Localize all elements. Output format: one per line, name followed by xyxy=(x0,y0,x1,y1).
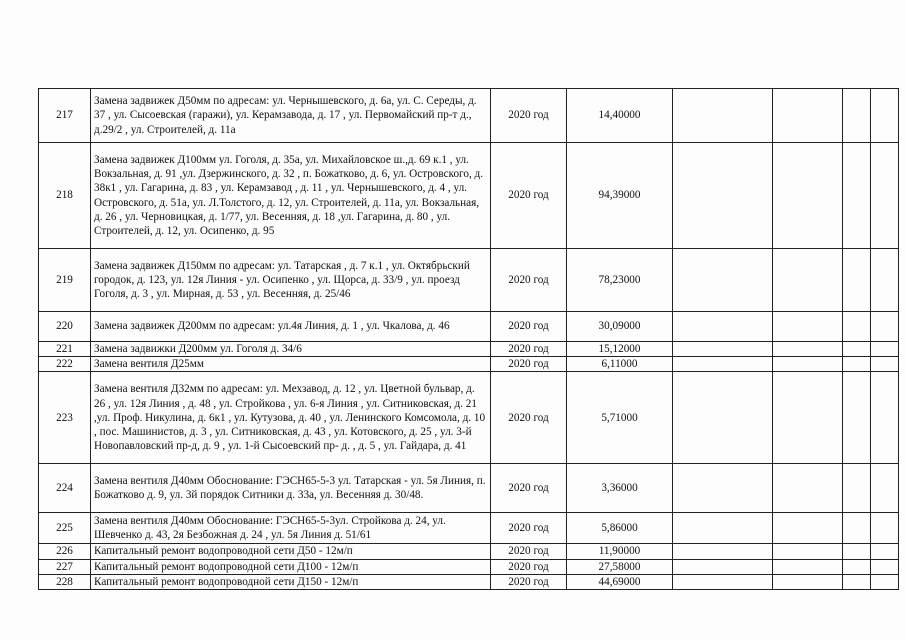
amount-cell: 78,23000 xyxy=(567,249,673,312)
empty-cell xyxy=(773,464,843,513)
empty-cell xyxy=(871,249,899,312)
empty-cell xyxy=(843,544,871,559)
row-number-cell: 219 xyxy=(39,249,91,312)
work-description-cell: Замена задвижек Д100мм ул. Гоголя, д. 35а, ул. Михайловское ш.,д. 69 к.1 , ул. Вокзальная, д. 91 ,ул. Дзержинского, д. 32 , п. Божатково, д. 6, ул. Островского, д. 38к1 , ул. Гагарина, д. 83 , ул. Керамзавод , д. 11 , ул. Чернышевского, д. 4 , ул. Островского, д. 51а, ул. Л.Толстого, д. 12, ул. Строителей, д. 11а, ул. Вокзальная, д. 26 , ул. Черновицкая, д. 1/77, ул. Весенняя, д. 18 ,ул. Гагарина, д. 80 , ул. Строителей, д. 12, ул. Осипенко, д. 95 xyxy=(91,143,491,249)
table-row xyxy=(39,357,899,372)
empty-cell xyxy=(673,559,773,574)
table-row xyxy=(39,574,899,589)
amount-cell: 3,36000 xyxy=(567,464,673,513)
work-description-cell: Капитальный ремонт водопроводной сети Д150 - 12м/п xyxy=(91,574,491,589)
year-cell: 2020 год xyxy=(491,559,567,574)
row-number-cell: 228 xyxy=(39,574,91,589)
empty-cell xyxy=(773,312,843,342)
row-number-cell: 224 xyxy=(39,464,91,513)
year-cell: 2020 год xyxy=(491,372,567,464)
empty-cell xyxy=(773,143,843,249)
work-description-cell: Капитальный ремонт водопроводной сети Д50 - 12м/п xyxy=(91,544,491,559)
table-row xyxy=(39,89,899,143)
empty-cell xyxy=(871,143,899,249)
empty-cell xyxy=(673,312,773,342)
year-cell: 2020 год xyxy=(491,357,567,372)
year-cell: 2020 год xyxy=(491,249,567,312)
empty-cell xyxy=(843,249,871,312)
work-description-cell: Замена задвижек Д200мм по адресам: ул.4я Линия, д. 1 , ул. Чкалова, д. 46 xyxy=(91,312,491,342)
empty-cell xyxy=(843,372,871,464)
work-description-cell: Капитальный ремонт водопроводной сети Д100 - 12м/п xyxy=(91,559,491,574)
empty-cell xyxy=(871,372,899,464)
empty-cell xyxy=(673,574,773,589)
row-number-cell: 221 xyxy=(39,342,91,357)
empty-cell xyxy=(843,342,871,357)
empty-cell xyxy=(773,544,843,559)
year-cell: 2020 год xyxy=(491,143,567,249)
amount-cell: 5,71000 xyxy=(567,372,673,464)
empty-cell xyxy=(673,342,773,357)
empty-cell xyxy=(843,464,871,513)
year-cell: 2020 год xyxy=(491,464,567,513)
amount-cell: 30,09000 xyxy=(567,312,673,342)
works-table-body xyxy=(39,89,899,590)
empty-cell xyxy=(673,544,773,559)
amount-cell: 94,39000 xyxy=(567,143,673,249)
row-number-cell: 223 xyxy=(39,372,91,464)
year-cell: 2020 год xyxy=(491,574,567,589)
amount-cell: 11,90000 xyxy=(567,544,673,559)
empty-cell xyxy=(773,574,843,589)
table-row xyxy=(39,464,899,513)
empty-cell xyxy=(673,357,773,372)
work-description-cell: Замена вентиля Д40мм Обоснование: ГЭСН65-5-3 ул. Татарская - ул. 5я Линия, п. Божатково д. 9, ул. 3й порядок Ситники д. 33а, ул. Весенняя д. 30/48. xyxy=(91,464,491,513)
work-description-cell: Замена вентиля Д25мм xyxy=(91,357,491,372)
empty-cell xyxy=(773,513,843,544)
empty-cell xyxy=(871,357,899,372)
empty-cell xyxy=(871,513,899,544)
row-number-cell: 225 xyxy=(39,513,91,544)
empty-cell xyxy=(843,89,871,143)
amount-cell: 15,12000 xyxy=(567,342,673,357)
empty-cell xyxy=(773,342,843,357)
empty-cell xyxy=(773,89,843,143)
empty-cell xyxy=(871,342,899,357)
empty-cell xyxy=(673,249,773,312)
amount-cell: 27,58000 xyxy=(567,559,673,574)
amount-cell: 5,86000 xyxy=(567,513,673,544)
empty-cell xyxy=(773,249,843,312)
amount-cell: 6,11000 xyxy=(567,357,673,372)
table-row xyxy=(39,544,899,559)
empty-cell xyxy=(871,464,899,513)
work-description-cell: Замена вентиля Д40мм Обоснование: ГЭСН65-5-3ул. Стройкова д. 24, ул. Шевченко д. 43, 2я Безбожная д. 24 , ул. 5я Линия д. 51/61 xyxy=(91,513,491,544)
empty-cell xyxy=(871,312,899,342)
table-row xyxy=(39,249,899,312)
empty-cell xyxy=(843,574,871,589)
works-table xyxy=(38,88,899,590)
year-cell: 2020 год xyxy=(491,342,567,357)
work-description-cell: Замена вентиля Д32мм по адресам: ул. Мехзавод, д. 12 , ул. Цветной бульвар, д. 26 , ул. 12я Линия , д. 48 , ул. Стройкова , ул. 6-я Линия , ул. Ситниковская, д. 21 ,ул. Проф. Никулина, д. 6к1 , ул. Кутузова, д. 40 , ул. Ленинского Комсомола, д. 10 , пос. Машинистов, д. 3 , ул. Ситниковская, д. 43 , ул. Котовского, д. 25 , ул. 3-й Новопавловский пр-д, д. 9 , ул. 1-й Сысоевский пр- д. , д. 5 , ул. Гайдара, д. 41 xyxy=(91,372,491,464)
table-row xyxy=(39,312,899,342)
year-cell: 2020 год xyxy=(491,312,567,342)
row-number-cell: 218 xyxy=(39,143,91,249)
empty-cell xyxy=(673,372,773,464)
work-description-cell: Замена задвижек Д50мм по адресам: ул. Чернышевского, д. 6а, ул. С. Середы, д. 37 , ул. Сысоевская (гаражи), ул. Керамзавода, д. 17 , ул. Первомайский пр-т д., д.29/2 , ул. Строителей, д. 11а xyxy=(91,89,491,143)
table-row xyxy=(39,559,899,574)
table-row xyxy=(39,372,899,464)
empty-cell xyxy=(871,89,899,143)
work-description-cell: Замена задвижек Д150мм по адресам: ул. Татарская , д. 7 к.1 , ул. Октябрьский городок, д. 123, ул. 12я Линия - ул. Осипенко , ул. Щорса, д. 33/9 , ул. проезд Гоголя, д. 3 , ул. Мирная, д. 53 , ул. Весенняя, д. 25/46 xyxy=(91,249,491,312)
row-number-cell: 217 xyxy=(39,89,91,143)
empty-cell xyxy=(673,143,773,249)
year-cell: 2020 год xyxy=(491,89,567,143)
empty-cell xyxy=(673,464,773,513)
empty-cell xyxy=(843,312,871,342)
empty-cell xyxy=(871,559,899,574)
row-number-cell: 226 xyxy=(39,544,91,559)
amount-cell: 44,69000 xyxy=(567,574,673,589)
work-description-cell: Замена задвижки Д200мм ул. Гоголя д. 34/6 xyxy=(91,342,491,357)
empty-cell xyxy=(843,357,871,372)
year-cell: 2020 год xyxy=(491,513,567,544)
row-number-cell: 220 xyxy=(39,312,91,342)
empty-cell xyxy=(673,513,773,544)
table-row xyxy=(39,342,899,357)
empty-cell xyxy=(773,559,843,574)
table-row xyxy=(39,143,899,249)
empty-cell xyxy=(843,143,871,249)
empty-cell xyxy=(871,574,899,589)
row-number-cell: 222 xyxy=(39,357,91,372)
empty-cell xyxy=(673,89,773,143)
empty-cell xyxy=(871,544,899,559)
table-row xyxy=(39,513,899,544)
year-cell: 2020 год xyxy=(491,544,567,559)
empty-cell xyxy=(773,372,843,464)
row-number-cell: 227 xyxy=(39,559,91,574)
empty-cell xyxy=(773,357,843,372)
amount-cell: 14,40000 xyxy=(567,89,673,143)
empty-cell xyxy=(843,559,871,574)
empty-cell xyxy=(843,513,871,544)
